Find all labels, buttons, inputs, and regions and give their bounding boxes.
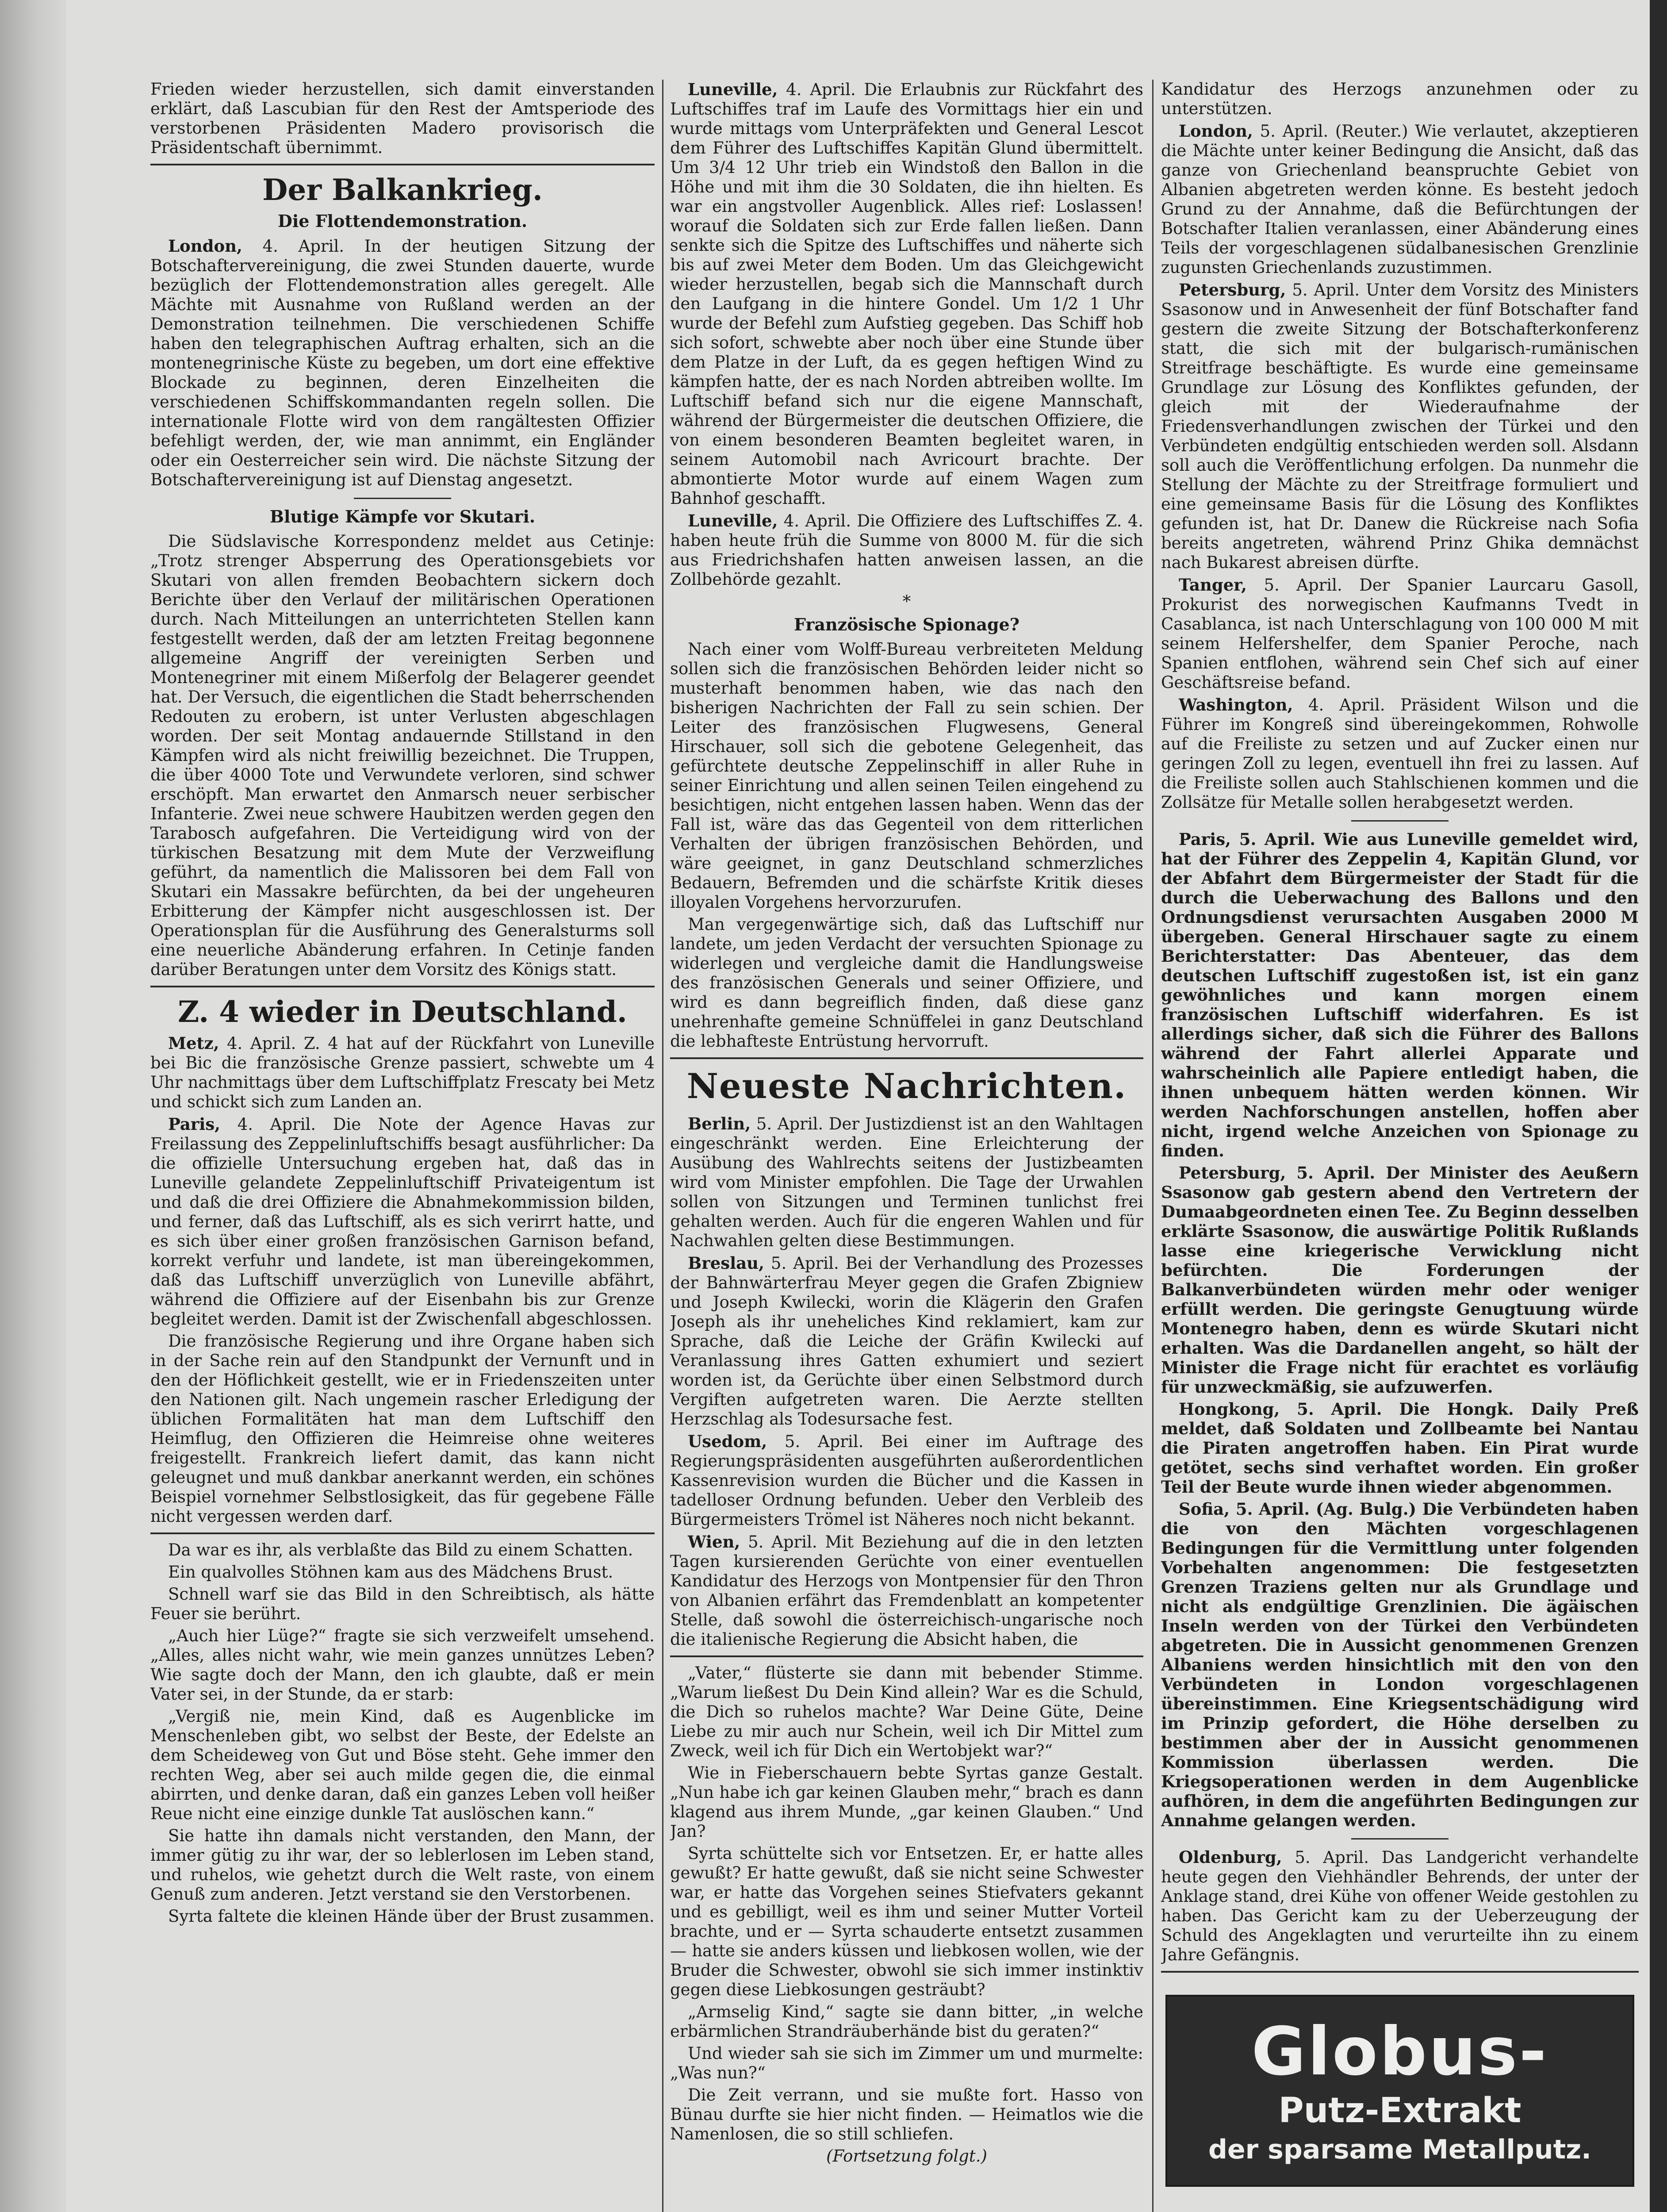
star-separator: * xyxy=(902,592,911,611)
neueste-heading: Neueste Nachrichten. xyxy=(686,1066,1127,1106)
spionage-heading: Französische Spionage? xyxy=(794,614,1019,634)
column-1 xyxy=(150,80,655,2212)
washington-article xyxy=(1161,695,1639,812)
story-paragraph: Sie hatte ihn damals nicht verstanden, den Mann, der immer gütig zu ihr war, der so leblerlosen im Leben stand, und ruhelos, wie gehetzt durch die Welt raste, von einem Genuß zum anderen. Jetzt verstand sie den Verstorbenen. xyxy=(150,1826,655,1904)
oldenburg-article xyxy=(1161,1847,1639,1965)
article-text: 4. April. Die Offiziere des Luftschiffes Z. 4. haben heute früh die Summe von 8000 M. für die sich aus Friedrichshafen hatten anweisen lassen, an die Zollbehörde gezahlt. xyxy=(670,511,1143,589)
story-paragraph: Wie in Fieberschauern bebte Syrtas ganze Gestalt. „Nun habe ich gar keinen Glauben mehr,“ brach es dann klagend aus ihrem Munde, „gar keinen Glauben.“ Und Jan? xyxy=(670,1763,1143,1841)
bold-news-block xyxy=(1161,830,1639,1830)
paris-article xyxy=(150,1114,655,1329)
divider xyxy=(150,986,655,987)
article-text: 5. April. Der Justizdienst ist an den Wahltagen eingeschränkt werden. Eine Erleichterung der Ausübung des Wahlrechts seitens der Justizbeamten wird vom Minister empfohlen. Die Tage der Urwahlen sollen von Sitzungen und Terminen tunlichst frei gehalten werden. Auch für die engeren Wahlen und für Nachwahlen gelten diese Bestimmungen. xyxy=(670,1114,1143,1250)
article-text: 5. April. Bei der Verhandlung des Prozesses der Bahnwärterfrau Meyer gegen die Grafen Zbigniew und Joseph Kwilecki, worin die Klägerin den Grafen Joseph als ihr uneheliches Kind reklamiert, kam zur Sprache, daß die Leiche der Gräfin Kwilecki auf Veranlassung ihres Gatten exhumiert und seziert worden ist, da Gerüchte über einen Selbstmord durch Vergiften aufgetreten waren. Die Aerzte stellten Herzschlag als Todesursache fest. xyxy=(670,1254,1143,1429)
flotten-heading: Die Flottendemonstration. xyxy=(277,211,528,231)
dateline: Oldenburg, xyxy=(1179,1847,1282,1867)
article-text: 4. April. Die Note der Agence Havas zur Freilassung des Zeppelinluftschiffs besagt ausführlicher: Da die offizielle Untersuchung ergeben hat, daß das in Luneville gelandete Zeppelinluftschiff Privateigentum ist und daß die drei Offiziere die Abnahmekommission bilden, und ferner, daß das Luftschiff, als es sich verirrt hatte, und es sich über einer großen französischen Garnison befand, korrekt verfuhr und landete, ist man übereingekommen, daß das Luftschiff unverzüglich von Luneville abfährt, während die Offiziere auf der Eisenbahn bis zur Grenze begleitet werden. Damit ist der Zwischenfall abgeschlossen. xyxy=(150,1115,655,1329)
article-text: 4. April. Die Erlaubnis zur Rückfahrt des Luftschiffes traf im Laufe des Vormittags hier ein und wurde mittags vom Unterpräfekten und General Lescot dem Führer des Luftschiffes Kapitän Glund übermittelt. Um 3/4 12 Uhr trieb ein Windstoß den Ballon in die Höhe und mit ihm die 30 Soldaten, die ihn hielten. Es war ein angstvoller Augenblick. Alles rief: Loslassen! worauf die Soldaten sich zur Erde fallen ließen. Dann senkte sich die Spitze des Luftschiffes und näherte sich bis auf zwei Meter dem Boden. Um das Gleichgewicht wieder herzustellen, begab sich die Mannschaft durch den Laufgang in die hintere Gondel. Um 1/2 1 Uhr wurde der Befehl zum Aufstieg gegeben. Das Schiff hob sich sofort, schwebte aber noch über eine Stunde über dem Platze in der Luft, da es gegen heftigen Wind zu kämpfen hatte, der es nach Norden abtreiben wollte. Im Luftschiff befand sich nur die eigene Mannschaft, während der Bürgermeister die deutschen Offiziere, die von einem besonderen Beamten begleitet waren, in seinem Automobil nach Avricourt brachte. Der abmontierte Motor wurde auf einem Wagen zum Bahnhof geschafft. xyxy=(670,80,1143,508)
article-text: 4. April. In der heutigen Sitzung der Botschaftervereinigung, die zwei Stunden dauerte, wurde bezüglich der Flottendemonstration alles geregelt. Alle Mächte mit Ausnahme von Rußland werden an der Demonstration teilnehmen. Die verschiedenen Schiffe haben den telegraphischen Auftrag erhalten, sich an die montenegrinische Küste zu begeben, um dort eine effektive Blockade zu beginnen, deren Einzelheiten die verschiedenen Schiffskommandanten regeln sollen. Die internationale Flotte wird von dem rangältesten Offizier befehligt werden, der, wie man annimmt, ein Engländer oder ein Oesterreicher sein wird. Die nächste Sitzung der Botschaftervereinigung ist auf Dienstag angesetzt. xyxy=(150,237,655,489)
skutari-heading: Blutige Kämpfe vor Skutari. xyxy=(269,507,536,526)
dateline: Wien, xyxy=(688,1532,740,1551)
spionage-article: Nach einer vom Wolff-Bureau verbreiteten Meldung sollen sich die französischen Behörden leider nicht so musterhaft benommen haben, wie das nach den bisherigen Nachrichten der Fall zu sein schien. Der Leiter des französischen Flugwesens, General Hirschauer, soll sich die gebotene Gelegenheit, das gefürchtete deutsche Zeppelinschiff in aller Ruhe in seiner Einrichtung und allen seinen Teilen eingehend zu besichtigen, nicht entgehen lassen haben. Wenn das der Fall ist, wäre das das Gegenteil von dem ritterlichen Verhalten der übrigen französischen Behörden, und wäre geeignet, in ganz Deutschland schmerzliches Bedauern, Befremden und die schärfste Kritik dieses illoyalen Vorgehens hervorzurufen. xyxy=(670,640,1143,912)
london-article xyxy=(1161,121,1639,277)
story-paragraph: Ein qualvolles Stöhnen kam aus des Mädchens Brust. xyxy=(168,1563,613,1582)
dateline: Luneville, xyxy=(688,80,778,99)
dateline: Breslau, xyxy=(688,1253,764,1273)
column-2 xyxy=(670,80,1143,2212)
dateline: London, xyxy=(168,236,242,256)
regierung-article: Die französische Regierung und ihre Organe haben sich in der Sache rein auf den Standpunkt der Vernunft und in den der Höflichkeit gestellt, wie er in Friedenszeiten unter den Nationen gilt. Nach ungemein rascher Erledigung der üblichen Formalitäten hat man dem Luftschiff den Heimflug, den Offizieren die Heimreise ohne weiteres freigestellt. Frankreich liefert damit, das kann nicht geleugnet und muß dankbar anerkannt werden, ein schönes Beispiel vornehmer Selbstlosigkeit, das für gegebene Fälle nicht vergessen werden darf. xyxy=(150,1332,655,1526)
z4-heading: Z. 4 wieder in Deutschland. xyxy=(178,995,627,1029)
metz-article xyxy=(150,1033,655,1112)
divider xyxy=(150,164,655,165)
ad-brand: Globus- xyxy=(1251,2013,1548,2090)
hongkong-bold-article: Hongkong, 5. April. Die Hongk. Daily Preß meldet, daß Soldaten und Zollbeamte bei Nantau die Piraten angetroffen haben. Ein Pirat wurde getötet, sechs sind verhaftet worden. Ein großer Teil der Beute wurde ihnen wieder abgenommen. xyxy=(1161,1399,1639,1497)
article-text: 5. April. Unter dem Vorsitz des Ministers Ssasonow und in Anwesenheit der fünf Botschafter fand gestern die zweite Sitzung der Botschafterkonferenz statt, die sich mit der bulgarisch-rumänischen Streitfrage beschäftigte. Es wurde eine gemeinsame Grundlage zur Lösung des Konfliktes gefunden, der gleich mit der Wiederaufnahme der Friedensverhandlungen zwischen der Türkei und den Verbündeten endgültig entschieden werden soll. Alsdann soll auch die Veröffentlichung erfolgen. Da nunmehr die Stellung der Mächte zu der Streitfrage formuliert und eine gemeinsame Basis für die Lösung des Konfliktes gefunden ist, hat Dr. Danew die Rückreise nach Sofia bereits angetreten, während Prinz Ghika demnächst nach Bukarest abreisen dürfte. xyxy=(1161,280,1639,572)
flotten-article xyxy=(150,236,655,490)
story-paragraph: Die Zeit verrann, und sie mußte fort. Hasso von Bünau durfte sie hier nicht finden. — Heimatlos wie die Namenlosen, die so still schliefen. xyxy=(670,2085,1143,2143)
dateline: Tanger, xyxy=(1179,575,1247,595)
wien-article xyxy=(670,1532,1143,1649)
article-text: 5. April. (Reuter.) Wie verlautet, akzeptieren die Mächte unter keiner Bedingung die Ansicht, daß das ganze von Griechenland beanspruchte Gebiet von Albanien abgetreten werden könne. Es besteht jedoch Grund zu der Annahme, daß die Befürchtungen der Botschafter Italien veranlassen, einer Abänderung eines Teils der vorgeschlagenen südalbanesischen Grenzlinie zugunsten Griechenlands zuzustimmen. xyxy=(1161,122,1639,277)
tanger-article xyxy=(1161,575,1639,692)
divider xyxy=(1161,1971,1639,1973)
article-text: 5. April. Mit Beziehung auf die in den letzten Tagen kursierenden Gerüchte von einer eventuellen Kandidatur des Herzogs von Montpensier für den Thron von Albanien erfährt das Fremdenblatt an kompetenter Stelle, daß sowohl die österreichisch-ungarische noch die italienische Regierung die Absicht haben, die xyxy=(670,1532,1143,1649)
dateline: Metz, xyxy=(168,1033,219,1053)
story-paragraph: Da war es ihr, als verblaßte das Bild zu einem Schatten. xyxy=(168,1540,633,1559)
story-paragraph: „Auch hier Lüge?“ fragte sie sich verzweifelt umsehend. „Alles, alles nicht wahr, wie mein ganzes unnützes Leben? Wie sagte doch der Mann, den ich glaubte, daß er mein Vater sei, in der Stunde, da er starb: xyxy=(150,1626,655,1704)
divider xyxy=(1351,1838,1449,1839)
divider xyxy=(1351,820,1449,822)
mexico-continuation: Frieden wieder herzustellen, sich damit einverstanden erklärt, daß Lascubian für den Rest der Amtsperiode des verstorbenen Präsidenten Madero provisorisch die Präsidentschaft übernimmt. xyxy=(150,80,655,157)
story-paragraph: Und wieder sah sie sich im Zimmer um und murmelte: „Was nun?“ xyxy=(670,2044,1143,2082)
petersburg-article xyxy=(1161,280,1639,572)
divider xyxy=(670,1057,1143,1059)
ad-slogan: der sparsame Metallputz. xyxy=(1208,2134,1591,2165)
berlin-article xyxy=(670,1114,1143,1251)
dateline: Washington, xyxy=(1179,695,1293,714)
story-paragraph: „Vater,“ flüsterte sie dann mit bebender Stimme. „Warum ließest Du Dein Kind allein? War es die Schuld, die Dich so ruhelos machte? War Deine Güte, Deine Liebe zu mir auch nur Schein, weil ich Dir Mittel zum Zweck, weil ich für Dich ein Wertobjekt war?“ xyxy=(670,1663,1143,1760)
column-divider-1 xyxy=(662,80,663,2212)
usedom-article xyxy=(670,1432,1143,1529)
page-gutter xyxy=(0,0,66,2212)
page-right-edge xyxy=(1649,0,1667,2212)
dateline: Petersburg, xyxy=(1179,280,1286,300)
article-text: 5. April. Der Spanier Laurcaru Gasoll, Prokurist des norwegischen Kaufmanns Tvedt in Casablanca, ist nach Unterschlagung von 100 000 M mit seinem Helfershelfer, dem Spanier Peroche, nach Spanien entflohen, während sein Chef sich auf einer Geschäftsreise befand. xyxy=(1161,576,1639,692)
sofia-bold-article: Sofia, 5. April. (Ag. Bulg.) Die Verbündeten haben die von den Mächten vorgeschlagenen Bedingungen für die Vermittlung unter folgenden Vorbehalten angenommen: Die festgesetzten Grenzen Traziens gelten nur als Grundlage und nicht als endgültige Grenzlinien. Die ägäischen Inseln werden von der Türkei den Verbündeten abgetreten. Die in Aussicht genommenen Grenzen Albaniens werden hinsichtlich mit den von den Verbündeten in London vorgeschlagenen übereinstimmen. Eine Kriegsentschädigung wird im Prinzip gefordert, die Höhe derselben zu bestimmen aber der in Aussicht genommenen Kommission überlassen werden. Die Kriegsoperationen werden in dem Augenblicke aufhören, in dem die angeführten Bedingungen zur Annahme gelangen werden. xyxy=(1161,1499,1639,1830)
luneville-article-2 xyxy=(670,511,1143,589)
globus-advertisement xyxy=(1165,1995,1634,2187)
article-text: 5. April. Das Landgericht verhandelte heute gegen den Viehhändler Behrends, der unter der Anklage stand, drei Kühe von offener Weide gestohlen zu haben. Das Gericht kam zu der Ueberzeugung der Schuld des Angeklagten und verurteilte ihn zu einem Jahre Gefängnis. xyxy=(1161,1848,1639,1964)
dateline: Paris, xyxy=(168,1114,221,1134)
story-paragraph: „Vergiß nie, mein Kind, daß es Augenblicke im Menschenleben gibt, wo selbst der Beste, der Edelste an dem Scheideweg von Gut und Böse steht. Gehe immer den rechten Weg, aber sei auch milde gegen die, die einmal abirrten, und denke daran, daß ein ganzes Leben voll heißer Reue nicht eine einzige dunkle Tat auslöschen kann.“ xyxy=(150,1707,655,1823)
fortsetzung-note: (Fortsetzung folgt.) xyxy=(826,2147,987,2166)
paris-bold-article: Paris, 5. April. Wie aus Luneville gemeldet wird, hat der Führer des Zeppelin 4, Kapitän Glund, vor der Abfahrt dem Bürgermeister der Stadt für die durch die Ueberwachung des Ballons und den Ordnungsdienst verursachten Ausgaben 2000 M übergeben. General Hirschauer sagte zu einem Berichterstatter: Das Abenteuer, das dem deutschen Luftschiff zugestoßen ist, ist ein ganz gewöhnliches und kann morgen einem französischen Luftschiff widerfahren. Es ist allerdings sicher, daß sich die Führer des Ballons während der Fahrt allerlei Apparate und wahrscheinlich alle Papiere entledigt haben, die ihnen unbequem hätten werden können. Wir werden Nachforschungen anstellen, hoffen aber nicht, irgend welche Anzeichen von Spionage zu finden. xyxy=(1161,830,1639,1160)
story-paragraph: Syrta schüttelte sich vor Entsetzen. Er, er hatte alles gewußt? Er hatte gewußt, daß sie nicht seine Schwester war, er hatte das Vorgehen seines Stiefvaters gekannt und es gebilligt, weil es ihm und seiner Mutter Vorteil brachte, und er — Syrta schauderte entsetzt zusammen — hatte sie anders küssen und liebkosen wollen, wie der Bruder die Schwester, obwohl sie sich immer instinktiv gegen diese Liebkosungen gesträubt? xyxy=(670,1844,1143,1999)
article-text: 5. April. Bei einer im Auftrage des Regierungspräsidenten ausgeführten außerordentlichen Kassenrevision wurden die Bücher und die Kassen in tadelloser Ordnung befunden. Ueber den Verbleib des Bürgermeisters Trömel ist Näheres noch nicht bekannt. xyxy=(670,1432,1143,1529)
story-paragraph: Schnell warf sie das Bild in den Schreibtisch, als hätte Feuer sie berührt. xyxy=(150,1585,655,1623)
column-3 xyxy=(1161,80,1639,2212)
story-paragraph: „Armselig Kind,“ sagte sie dann bitter, „in welche erbärmlichen Strandräuberhände bist du geraten?“ xyxy=(670,2002,1143,2041)
dateline: Luneville, xyxy=(688,511,778,530)
balkan-heading: Der Balkankrieg. xyxy=(262,173,543,207)
petersburg-bold-article: Petersburg, 5. April. Der Minister des Aeußern Ssasonow gab gestern abend den Vertretern der Dumaabgeordneten einen Tee. Zu Beginn desselben erklärte Ssasonow, die auswärtige Politik Rußlands lasse eine kriegerische Verwicklung nicht befürchten. Die Forderungen der Balkanverbündeten würden mehr oder weniger erfüllt werden. Die geringste Genugtuung würde Montenegro haben, denn es würde Skutari nicht erhalten. Was die Dardanellen angeht, so hält der Minister die Frage nicht für erachtet es vorläufig für unzweckmäßig, sie aufzuwerfen. xyxy=(1161,1163,1639,1397)
dateline: Berlin, xyxy=(688,1114,751,1133)
story-paragraph: Syrta faltete die kleinen Hände über der Brust zusammen. xyxy=(168,1907,655,1926)
dateline: London, xyxy=(1179,121,1253,141)
dateline: Usedom, xyxy=(688,1432,767,1451)
column-divider-2 xyxy=(1152,80,1153,2212)
skutari-article: Die Südslavische Korrespondenz meldet aus Cetinje: „Trotz strenger Absperrung des Operationsgebiets vor Skutari von allen fremden Beobachtern sickern doch Berichte über den Verlauf der militärischen Operationen durch. Nach Mitteilungen an unterrichteten Stellen kann festgestellt werden, daß der am letzten Freitag begonnene allgemeine Angriff der vereinigten Serben und Montenegriner mit einem Mißerfolg der Belagerer geendet hat. Der Versuch, die eigentlichen die Stadt beherrschenden Redouten zu erobern, ist unter Verlusten abgeschlagen worden. Der seit Montag andauernde Stillstand in den Kämpfen wird als nicht freiwillig bezeichnet. Die Truppen, die über 4000 Tote und Verwundete verloren, sind schwer erschöpft. Man erwartet den Anmarsch neuer serbischer Infanterie. Zwei neue schwere Haubitzen werden gegen den Tarabosch aufgefahren. Die Verteidigung wird von der türkischen Besatzung mit dem Mute der Verzweiflung geführt, da namentlich die Malissoren bei dem Fall von Skutari ein Massakre befürchten, da bei der ungeheuren Erbitterung der Kämpfer nicht ausgeschlossen ist. Der Operationsplan für die Ausführung des Generalsturms soll eine neuerliche Abänderung erfahren. In Cetinje fanden darüber Beratungen unter dem Vorsitz des Königs statt. xyxy=(150,532,655,979)
divider xyxy=(354,498,451,499)
article-text: 4. April. Z. 4 hat auf der Rückfahrt von Luneville bei Bic die französische Grenze passiert, schwebte um 4 Uhr nachmittags über dem Luftschiffplatz Frescaty bei Metz und schickt sich zum Landen an. xyxy=(150,1034,655,1111)
divider xyxy=(670,1655,1143,1657)
article-text: 4. April. Präsident Wilson und die Führer im Kongreß sind übereingekommen, Rohwolle auf die Freiliste zu setzen und auf Zucker einen nur geringen Zoll zu legen, eventuell ihn frei zu lassen. Auf die Freiliste sollen auch Stahlschienen kommen und die Zollsätze für Metalle sollen herabgesetzt werden. xyxy=(1161,695,1639,812)
divider xyxy=(150,1532,655,1534)
wien-continuation: Kandidatur des Herzogs anzunehmen oder zu unterstützen. xyxy=(1161,80,1639,118)
ad-product: Putz-Extrakt xyxy=(1278,2091,1521,2131)
spionage-article-2: Man vergegenwärtige sich, daß das Luftschiff nur landete, um jeden Verdacht der versuchten Spionage zu widerlegen und vergleiche damit die Handlungsweise des französischen Generals und seiner Offiziere, und wird es dann begreiflich finden, daß diese ganz unehrenhafte gemeine Schnüffelei in ganz Deutschland die lebhafteste Entrüstung hervorruft. xyxy=(670,915,1143,1051)
luneville-article-1 xyxy=(670,80,1143,508)
breslau-article xyxy=(670,1253,1143,1429)
